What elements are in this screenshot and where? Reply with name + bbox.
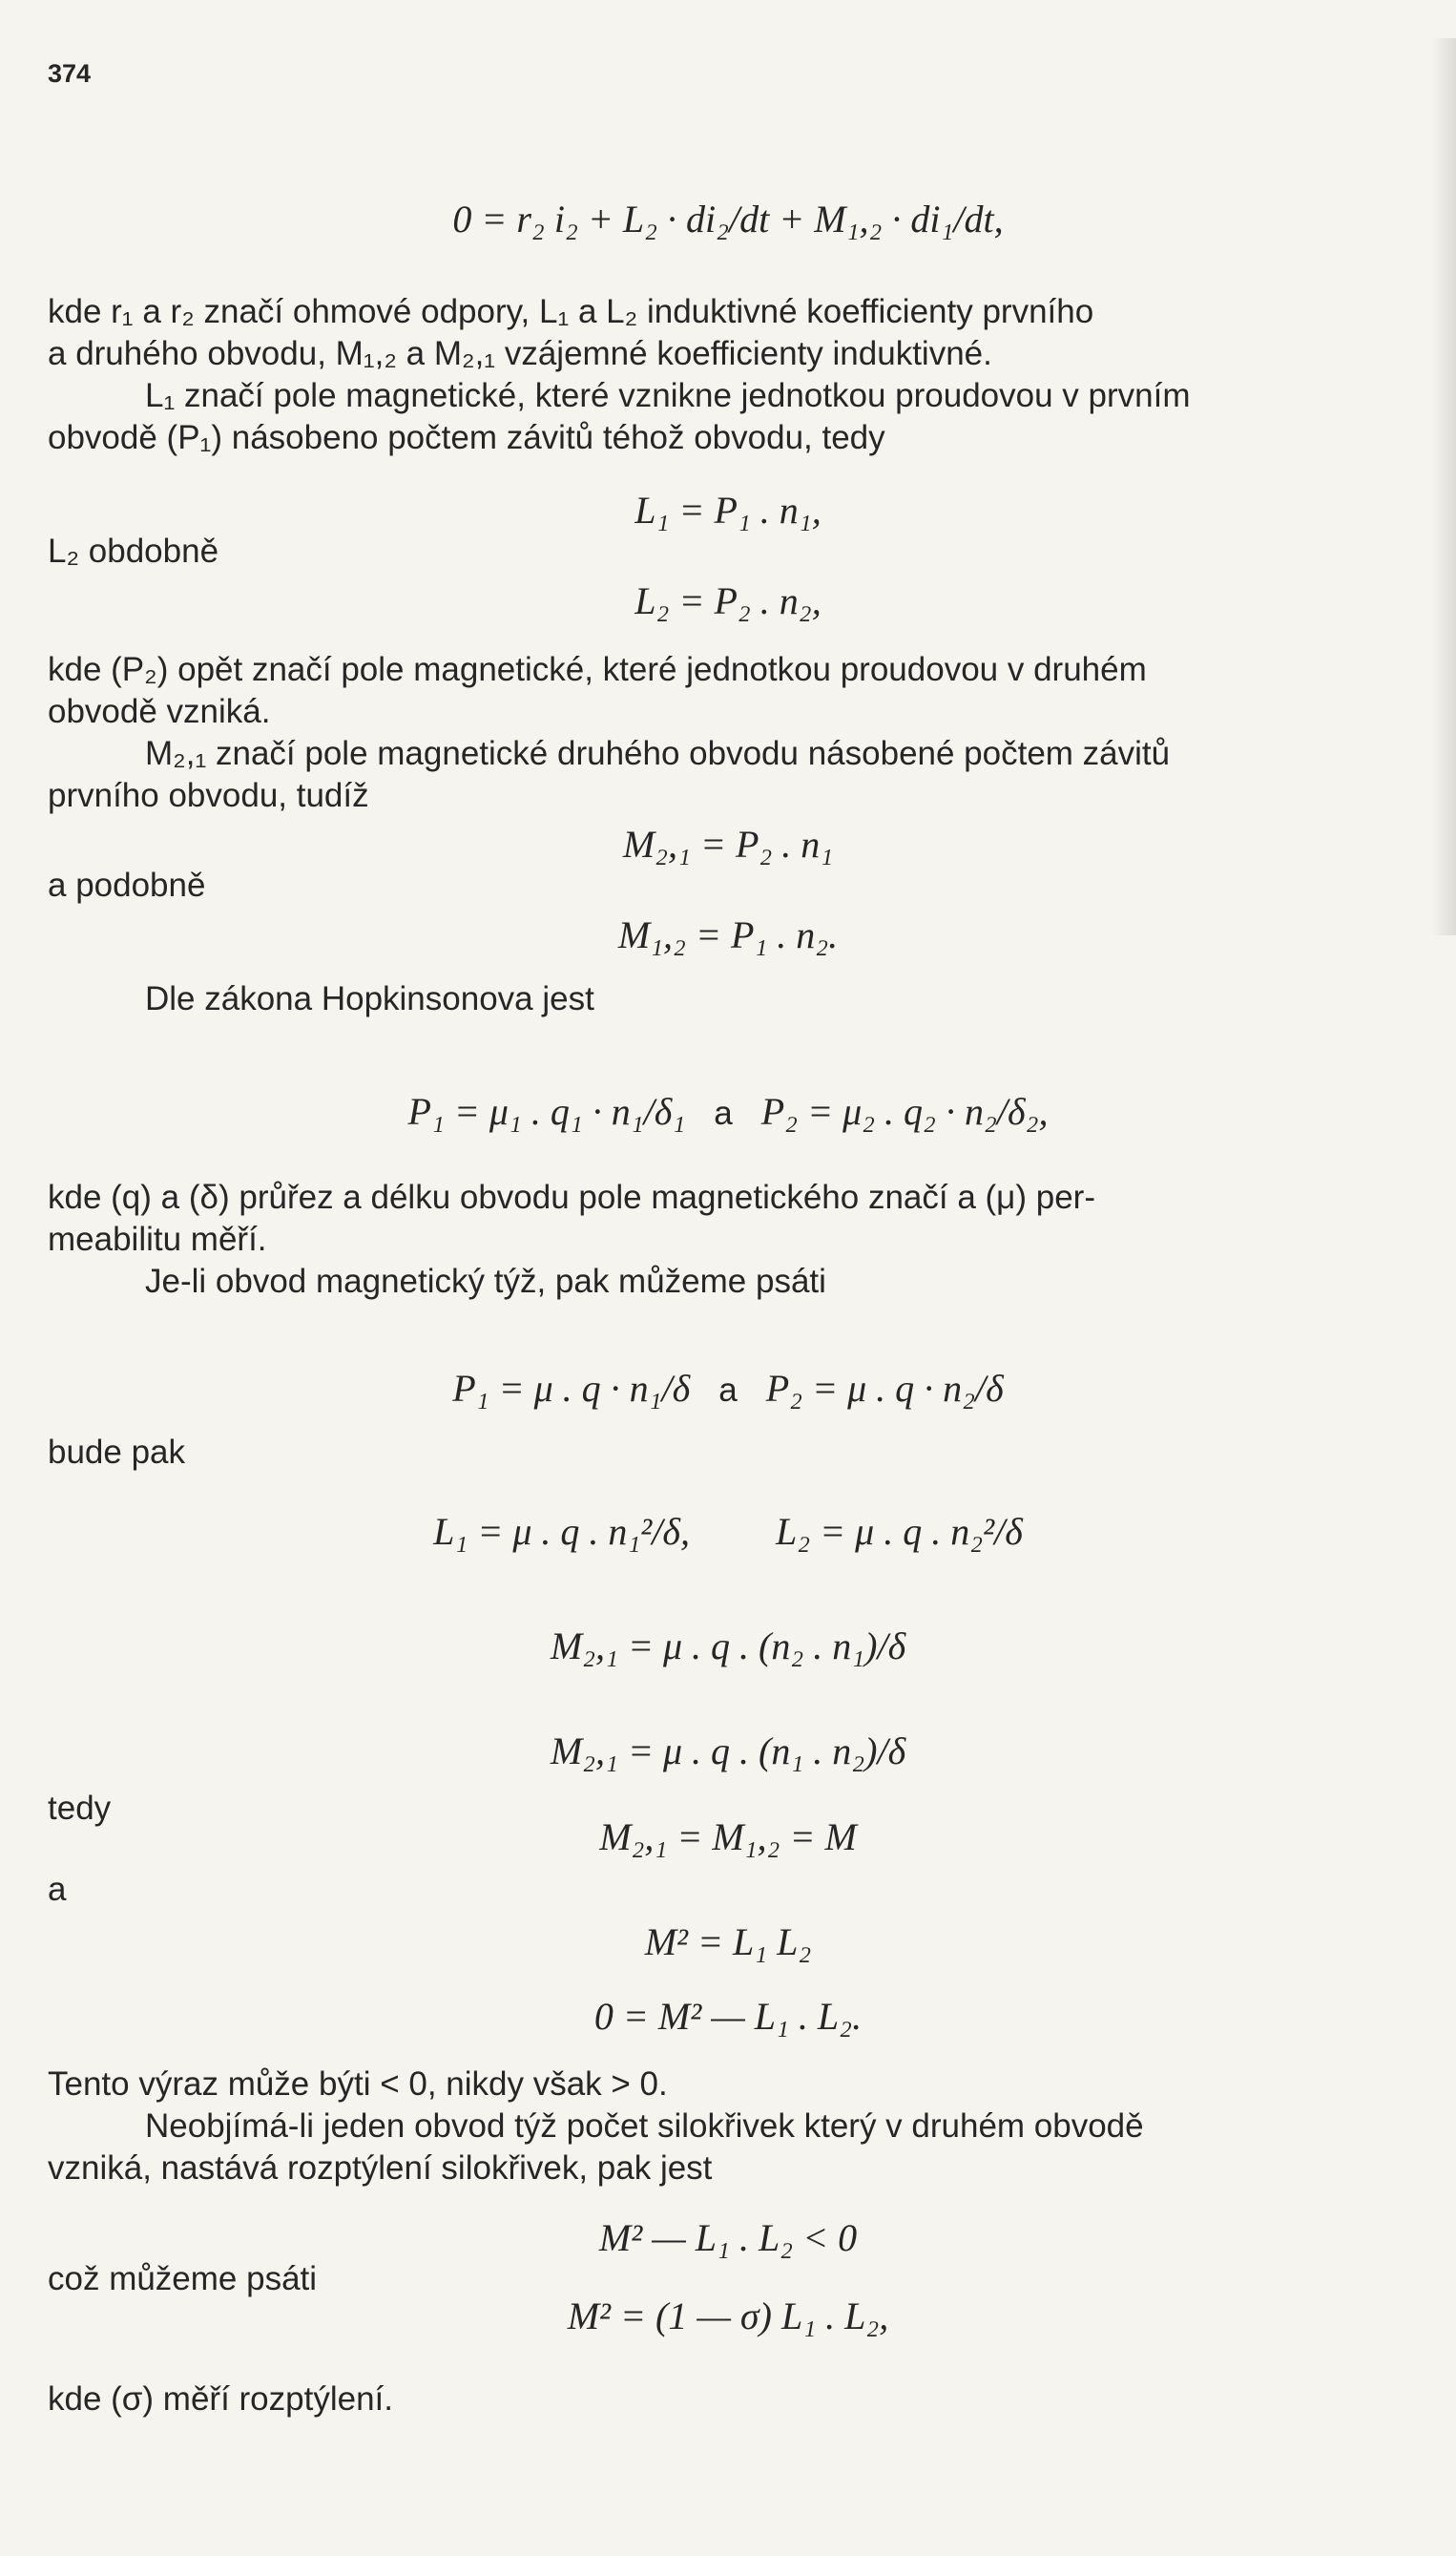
- equation-7: [0, 1365, 1456, 1414]
- label-bude-pak: bude pak: [48, 1434, 186, 1471]
- text-line-5: kde (P₂) opět značí pole magnetické, které jednotkou proudovou v druhém: [48, 651, 1147, 688]
- equation-3: L₂ = P₂ . n₂,: [634, 579, 822, 622]
- equation-14: M² — L₁ . L₂ < 0: [598, 2216, 858, 2259]
- text-line-12: Je-li obvod magnetický týž, pak můžeme psáti: [145, 1263, 826, 1300]
- equation-6-left: P₁ = μ₁ . q₁ · n₁/δ₁: [407, 1090, 686, 1133]
- text-line-14: Neobjímá-li jeden obvod týž počet silokřivek který v druhém obvodě: [145, 2107, 1144, 2145]
- label-tedy: tedy: [48, 1790, 112, 1827]
- text-line-2: a druhého obvodu, M₁,₂ a M₂,₁ vzájemné koefficienty induktivné.: [48, 335, 992, 372]
- equation-12: M² = L₁ L₂: [644, 1920, 812, 1963]
- text-line-10: kde (q) a (δ) průřez a délku obvodu pole magnetického značí a (μ) per-: [48, 1179, 1095, 1216]
- equation-6-right: P₂ = μ₂ . q₂ · n₂/δ₂,: [760, 1090, 1049, 1133]
- text-line-13: Tento výraz může býti < 0, nikdy však > 0.: [48, 2065, 668, 2103]
- page-number: 374: [48, 59, 92, 88]
- label-a: a: [48, 1871, 67, 1908]
- text-line-15: vzniká, nastává rozptýlení silokřivek, pak jest: [48, 2149, 713, 2187]
- equation-15: M² = (1 — σ) L₁ . L₂,: [567, 2294, 889, 2337]
- equation-4: M₂,₁ = P₂ . n₁: [622, 823, 834, 866]
- equation-7-right: P₂ = μ . q · n₂/δ: [765, 1367, 1004, 1410]
- equation-11: M₂,₁ = M₁,₂ = M: [599, 1815, 857, 1858]
- equation-9: M₂,₁ = μ . q . (n₂ . n₁)/δ: [550, 1624, 906, 1667]
- label-podobne: a podobně: [48, 867, 206, 904]
- equation-5: M₁,₂ = P₁ . n₂.: [617, 913, 839, 956]
- equation-8-left: L₁ = μ . q . n₁²/δ,: [433, 1510, 690, 1553]
- text-line-6: obvodě vzniká.: [48, 693, 271, 730]
- equation-7-left: P₁ = μ . q · n₁/δ: [452, 1367, 691, 1410]
- equation-10: M₂,₁ = μ . q . (n₁ . n₂)/δ: [550, 1729, 906, 1772]
- text-line-9: Dle zákona Hopkinsonova jest: [145, 980, 594, 1017]
- equation-8: [0, 1508, 1456, 1556]
- equation-6: [0, 1088, 1456, 1138]
- label-coz: což můžeme psáti: [48, 2260, 318, 2297]
- text-line-3: L₁ značí pole magnetické, které vznikne jednotkou proudovou v prvním: [145, 377, 1191, 414]
- equation-8-right: L₂ = μ . q . n₂²/δ: [776, 1510, 1023, 1553]
- text-line-16: kde (σ) měří rozptýlení.: [48, 2380, 393, 2418]
- equation-1: 0 = r₂ i₂ + L₂ · di₂/dt + M₁,₂ · di₁/dt,: [452, 198, 1004, 241]
- text-line-11: meabilitu měří.: [48, 1221, 267, 1258]
- equation-6-conjunction: a: [714, 1095, 733, 1132]
- text-line-8: prvního obvodu, tudíž: [48, 777, 369, 814]
- equation-7-conjunction: a: [718, 1372, 738, 1409]
- text-line-4: obvodě (P₁) násobeno počtem závitů téhož obvodu, tedy: [48, 419, 885, 456]
- label-obdobne: L₂ obdobně: [48, 533, 219, 570]
- equation-2: L₁ = P₁ . n₁,: [634, 489, 822, 532]
- equation-13: 0 = M² — L₁ . L₂.: [593, 1995, 863, 2038]
- text-line-1: kde r₁ a r₂ značí ohmové odpory, L₁ a L₂ induktivné koefficienty prvního: [48, 293, 1094, 330]
- text-line-7: M₂,₁ značí pole magnetické druhého obvodu násobené počtem závitů: [145, 735, 1171, 772]
